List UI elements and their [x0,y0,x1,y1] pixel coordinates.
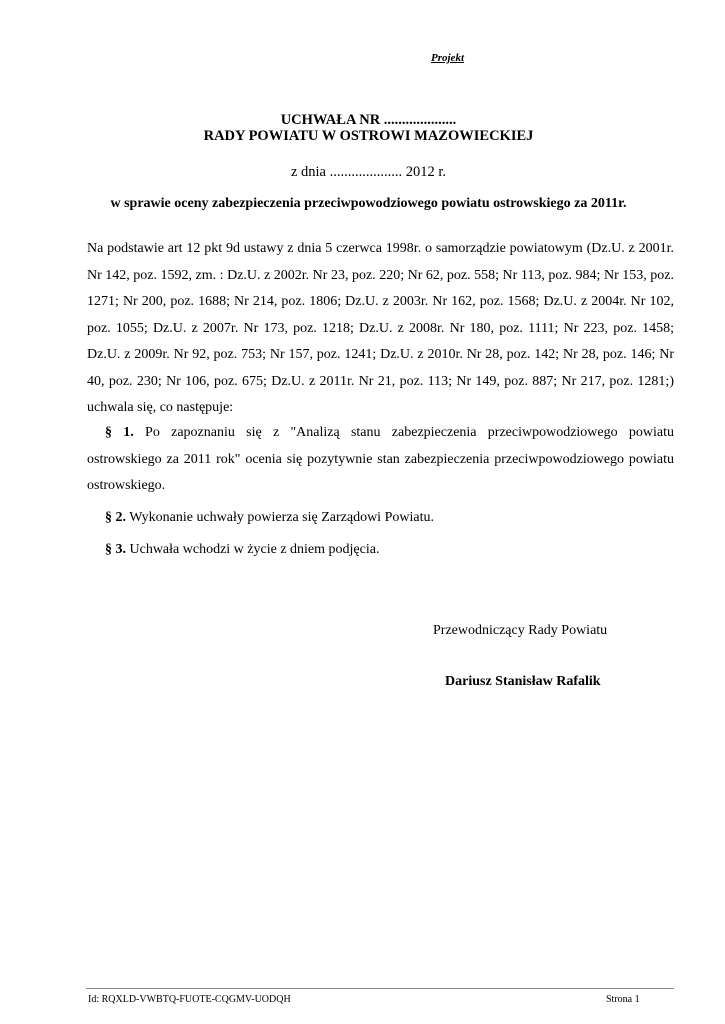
paragraph-2-text: Wykonanie uchwały powierza się Zarządowi Powiatu. [126,510,434,525]
legal-basis-paragraph: Na podstawie art 12 pkt 9d ustawy z dnia 5 czerwca 1998r. o samorządzie powiatowym (Dz.U. z 2001r. Nr 142, poz. 1592, zm. : Dz.U. z 2002r. Nr 23, poz. 220; Nr 62, poz. 558; Nr 113, poz. 984; Nr 153, poz. 1271; Nr 200, poz. 1688; Nr 214, poz. 1806; Dz.U. z 2003r. Nr 162, poz. 1568; Dz.U. z 2004r. Nr 102, poz. 1055; Dz.U. z 2007r. Nr 173, poz. 1218; Dz.U. z 2008r. Nr 180, poz. 1111; Nr 223, poz. 1458; Dz.U. z 2009r. Nr 92, poz. 753; Nr 157, poz. 1241; Dz.U. z 2010r. Nr 28, poz. 142; Nr 28, poz. 146; Nr 40, poz. 230; Nr 106, poz. 675; Dz.U. z 2011r. Nr 21, poz. 113; Nr 149, poz. 887; Nr 217, poz. 1281;) uchwala się, co następuje: [87,241,674,415]
paragraph-1 [87,420,674,500]
paragraph-2-number: § 2. [105,510,126,525]
resolution-number-title: UCHWAŁA NR .................... [280,112,457,128]
paragraph-3 [87,537,674,564]
footer-divider [86,988,674,989]
footer-page-number: Strona 1 [606,994,640,1005]
paragraph-3-text: Uchwała wchodzi w życie z dniem podjęcia. [126,542,380,557]
project-label: Projekt [431,52,464,64]
signature-role: Przewodniczący Rady Powiatu [433,623,608,638]
paragraph-1-number: § 1. [105,425,134,440]
paragraph-2 [87,505,674,532]
paragraph-3-number: § 3. [105,542,126,557]
footer-document-id: Id: RQXLD-VWBTQ-FUOTE-CQGMV-UODQH [88,994,291,1005]
subject-line: w sprawie oceny zabezpieczenia przeciwpowodziowego powiatu ostrowskiego za 2011r. [110,196,627,211]
date-line: z dnia .................... 2012 r. [290,164,447,180]
signature-name: Dariusz Stanisław Rafalik [445,674,601,689]
paragraph-1-text: Po zapoznaniu się z "Analizą stanu zabezpieczenia przeciwpowodziowego powiatu ostrowskiego za 2011 rok" ocenia się pozytywnie stan zabezpieczenia przeciwpowodziowego powiatu ostrowskiego. [87,425,675,493]
council-name-title: RADY POWIATU W OSTROWI MAZOWIECKIEJ [203,128,534,144]
